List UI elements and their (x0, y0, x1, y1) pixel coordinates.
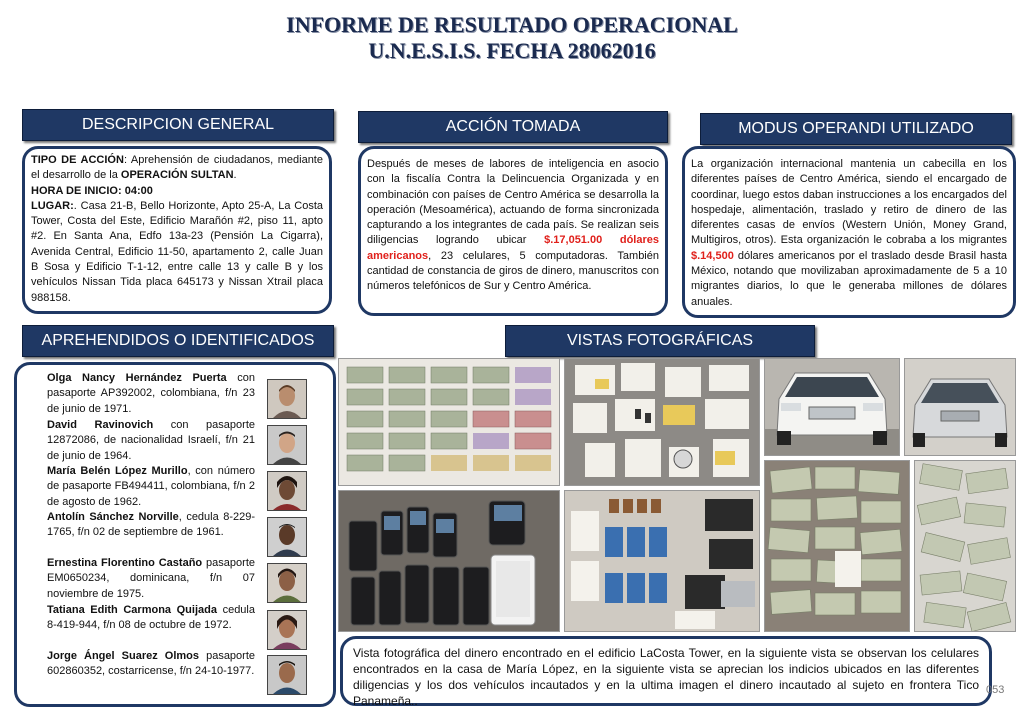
person-name: María Belén López Murillo (47, 465, 188, 477)
header-accion-tomada: ACCIÓN TOMADA (358, 111, 668, 143)
lugar-text: . Casa 21-B, Bello Horizonte, Apto 25-A, La Costa Tower, Costa del Este, Edificio Marañón #2, piso 11, apto #2. En Santa Ana, Edfo 13a-23 (Pensión La Cigarra), Avenida Central, Edificio 11-50, apartamento 2, calle Juan B Sosa y Edificio T-1-12, entre calle 13 y calle B y los vehículos Nissan Tida placa 645173 y Nissan Xtrail placa 988158. (31, 199, 323, 304)
photo-documents (564, 358, 760, 486)
accion-amount: $.17,051.00 dólares americanos (367, 234, 660, 262)
header-aprehendidos: APREHENDIDOS O IDENTIFICADOS (22, 325, 334, 357)
person-photo (267, 471, 307, 511)
photo-money-lacosta (338, 358, 560, 486)
person-name: Olga Nancy Hernández Puerta (47, 372, 227, 384)
tipo-accion-end: . (233, 169, 237, 182)
person-name: Tatiana Edith Carmona Quijada (47, 604, 217, 616)
tipo-accion-text: : Aprehensión de ciudadanos, mediante el desarrollo de la (31, 154, 323, 182)
photo-caption: Vista fotográfica del dinero encontrado en el edificio LaCosta Tower, en la siguiente vista se observan los celulares encontrados en la casa de María López, en la siguiente vista se aprecian los indicios ubicados en las diferentes diligencias y los dos vehículos incautados y en la ultima imagen el dinero incautado al sujeto en frontera Tico Panameña.. (353, 646, 979, 708)
person-name: Antolín Sánchez Norville (47, 511, 179, 523)
photo-money-pile (914, 460, 1016, 632)
photo-money-frontera (764, 460, 910, 632)
photo-caption-box (340, 636, 992, 706)
person-name: David Ravinovich (47, 419, 154, 431)
person-entry (47, 510, 255, 541)
person-details: con pasaporte AP392002, colombiana, f/n 23 de junio de 1971. (47, 372, 256, 415)
descripcion-general-box (22, 146, 332, 314)
person-name: Jorge Ángel Suarez Olmos (47, 650, 200, 662)
person-entry (47, 603, 255, 634)
accion-text-2: , 23 celulares, 5 computadoras. También cantidad de constancia de giros de dinero, manuscritos con números telefónicos de Sur y Centro América. (367, 249, 659, 293)
modus-amount: $.14,500 (691, 249, 734, 262)
person-name: Ernestina Florentino Castaño (47, 557, 203, 569)
person-photo (267, 517, 307, 557)
lugar-label: LUGAR: (31, 199, 74, 212)
person-details: con pasaporte 12872086, de nacionalidad Israelí, f/n 21 de junio de 1964. (47, 419, 255, 462)
modus-operandi-box (682, 146, 1016, 318)
person-entry (47, 556, 255, 602)
person-entry (47, 371, 255, 417)
accion-tomada-box (358, 146, 668, 316)
accion-text-1: Después de meses de labores de inteligencia en asocio con la fiscalía Contra la Delincuencia Organizada y en combinación con países de Centro América se desarrolla la operación (Mesoamérica), actuando de forma sincronizada capturando a los integrantes de cada país. Se realizan seis diligencias logrando ubicar (367, 158, 659, 247)
people-list (47, 371, 317, 701)
modus-text-2: dólares americanos por el traslado desde Brasil hasta México, notando que movilizaban aproximadamente de 5 a 10 migrantes diarios, lo que le generaba millones de dólares anuales. (691, 249, 1007, 308)
title-line-1: INFORME DE RESULTADO OPERACIONAL (286, 12, 738, 37)
header-vistas-fotograficas: VISTAS FOTOGRÁFICAS (505, 325, 815, 357)
photo-vehicle-xtrail (764, 358, 900, 456)
hora-inicio: HORA DE INICIO: 04:00 (31, 184, 153, 197)
person-photo (267, 425, 307, 465)
page-number: 053 (986, 684, 1005, 696)
person-details: pasaporte EM0650234, dominicana, f/n 07 noviembre de 1975. (47, 557, 255, 600)
person-entry (47, 464, 255, 510)
report-title (0, 12, 1024, 64)
title-line-2: U.N.E.S.I.S. FECHA 28062016 (368, 38, 656, 63)
person-photo (267, 379, 307, 419)
photo-evidence (564, 490, 760, 632)
photo-cellphones (338, 490, 560, 632)
header-modus-operandi: MODUS OPERANDI UTILIZADO (700, 113, 1012, 145)
person-details: , cedula 8-229-1765, f/n 02 de septiembre de 1961. (47, 511, 255, 539)
person-photo (267, 655, 307, 695)
photo-vehicle-tida (904, 358, 1016, 456)
aprehendidos-box (14, 362, 336, 707)
person-details: cedula 8-419-944, f/n 08 de octubre de 1972. (47, 604, 255, 632)
person-photo (267, 610, 307, 650)
person-details: , con número de pasaporte FB494411, colombiana, f/n 2 de agosto de 1962. (47, 465, 256, 508)
header-descripcion-general: DESCRIPCION GENERAL (22, 109, 334, 141)
person-photo (267, 563, 307, 603)
tipo-accion-label: TIPO DE ACCIÓN (31, 154, 124, 166)
person-details: pasaporte 602860352, costarricense, f/n 24-10-1977. (47, 650, 256, 678)
person-entry (47, 418, 255, 464)
operacion-name: OPERACIÓN SULTAN (120, 169, 234, 182)
modus-text-1: La organización internacional mantenia un cabecilla en los diferentes países de Centro América, siendo el encargado de coordinar, luego estos daban instrucciones a los encargados del hospedaje, alimentación, traslado y retiro de dinero de las diferentes casas de envíos (Western Unión, Money Grand, Multigiros, otros). Esta organización le cobraba a los migrantes (691, 158, 1007, 247)
person-entry (47, 649, 255, 680)
